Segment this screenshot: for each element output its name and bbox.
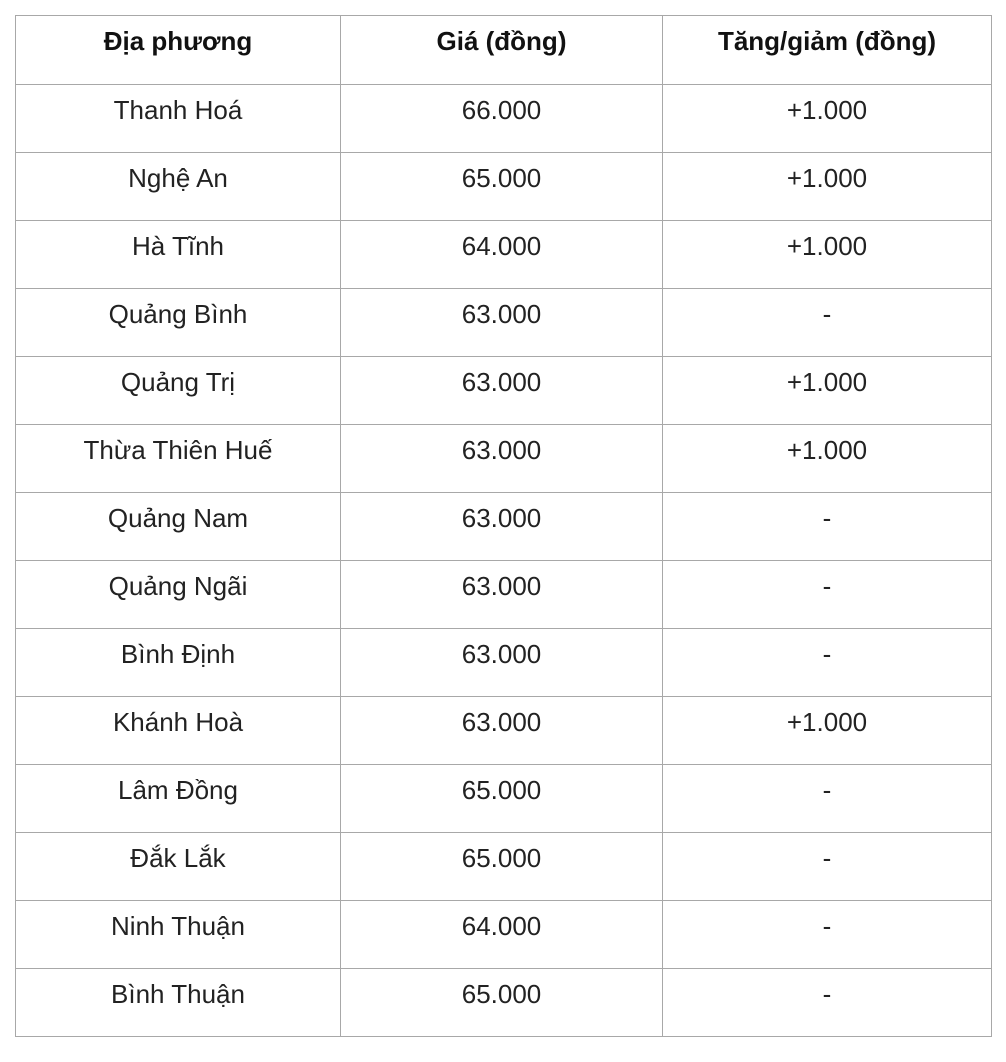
- table-row: [16, 85, 992, 153]
- cell-price: 65.000: [341, 153, 663, 221]
- cell-locality: Khánh Hoà: [16, 697, 341, 765]
- cell-change: +1.000: [663, 221, 992, 289]
- price-table: [15, 15, 992, 1037]
- cell-locality: Thừa Thiên Huế: [16, 425, 341, 493]
- cell-change: -: [663, 765, 992, 833]
- table-header: [16, 16, 992, 85]
- cell-locality: Quảng Trị: [16, 357, 341, 425]
- cell-price: 63.000: [341, 425, 663, 493]
- table-row: [16, 357, 992, 425]
- cell-price: 63.000: [341, 493, 663, 561]
- cell-locality: Nghệ An: [16, 153, 341, 221]
- header-row: [16, 16, 992, 85]
- cell-price: 66.000: [341, 85, 663, 153]
- cell-change: -: [663, 561, 992, 629]
- table-row: [16, 221, 992, 289]
- cell-price: 65.000: [341, 833, 663, 901]
- table-row: [16, 493, 992, 561]
- cell-change: +1.000: [663, 153, 992, 221]
- cell-change: -: [663, 969, 992, 1037]
- cell-change: -: [663, 629, 992, 697]
- cell-locality: Đắk Lắk: [16, 833, 341, 901]
- cell-change: -: [663, 901, 992, 969]
- cell-price: 63.000: [341, 357, 663, 425]
- table-body: [16, 85, 992, 1037]
- cell-locality: Bình Định: [16, 629, 341, 697]
- cell-change: -: [663, 493, 992, 561]
- header-locality: Địa phương: [16, 16, 341, 85]
- cell-price: 64.000: [341, 901, 663, 969]
- table-row: [16, 833, 992, 901]
- table-row: [16, 629, 992, 697]
- cell-price: 65.000: [341, 765, 663, 833]
- header-price: Giá (đồng): [341, 16, 663, 85]
- cell-locality: Quảng Nam: [16, 493, 341, 561]
- cell-locality: Bình Thuận: [16, 969, 341, 1037]
- cell-locality: Thanh Hoá: [16, 85, 341, 153]
- cell-price: 64.000: [341, 221, 663, 289]
- cell-locality: Hà Tĩnh: [16, 221, 341, 289]
- cell-change: -: [663, 833, 992, 901]
- table-row: [16, 697, 992, 765]
- cell-change: +1.000: [663, 425, 992, 493]
- cell-price: 63.000: [341, 697, 663, 765]
- cell-locality: Ninh Thuận: [16, 901, 341, 969]
- table-row: [16, 289, 992, 357]
- cell-locality: Lâm Đồng: [16, 765, 341, 833]
- cell-price: 63.000: [341, 289, 663, 357]
- table-row: [16, 153, 992, 221]
- table-row: [16, 969, 992, 1037]
- cell-locality: Quảng Bình: [16, 289, 341, 357]
- cell-price: 65.000: [341, 969, 663, 1037]
- cell-change: -: [663, 289, 992, 357]
- cell-price: 63.000: [341, 629, 663, 697]
- table-row: [16, 765, 992, 833]
- cell-change: +1.000: [663, 85, 992, 153]
- cell-price: 63.000: [341, 561, 663, 629]
- table-row: [16, 425, 992, 493]
- table-row: [16, 561, 992, 629]
- cell-change: +1.000: [663, 357, 992, 425]
- table-row: [16, 901, 992, 969]
- header-change: Tăng/giảm (đồng): [663, 16, 992, 85]
- cell-locality: Quảng Ngãi: [16, 561, 341, 629]
- cell-change: +1.000: [663, 697, 992, 765]
